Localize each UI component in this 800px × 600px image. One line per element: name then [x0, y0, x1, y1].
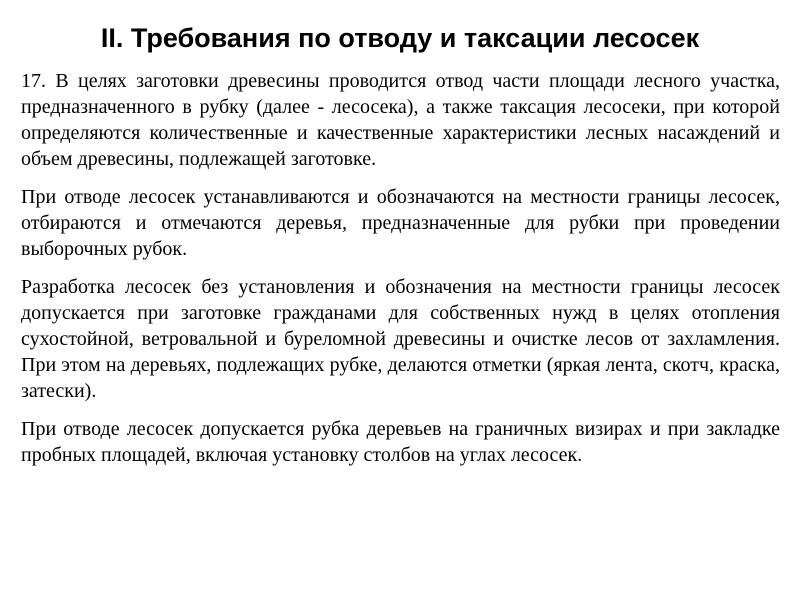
paragraph-4: При отводе лесосек допускается рубка деревьев на граничных визирах и при закладке пробных площадей, включая установку столбов на углах лесосек.: [21, 418, 780, 466]
paragraph-1: 17. В целях заготовки древесины проводится отвод части площади лесного участка, предназначенного в рубку (далее - лесосека), а также таксация лесосеки, при которой определяются количественные и качественные характеристики лесных насаждений и объем древесины, подлежащей заготовке.: [21, 70, 780, 170]
slide-title: II. Требования по отводу и таксации лесосек: [100, 23, 700, 53]
paragraph-3: Разработка лесосек без установления и обозначения на местности границы лесосек допускается при заготовке гражданами для собственных нужд в целях отопления сухостойной, ветровальной и буреломной древесины и очистке лесов от захламления. При этом на деревьях, подлежащих рубке, делаются отметки (яркая лента, скотч, краска, затески).: [21, 276, 780, 402]
paragraph-2: При отводе лесосек устанавливаются и обозначаются на местности границы лесосек, отбираются и отмечаются деревья, предназначенные для рубки при проведении выборочных рубок.: [21, 186, 780, 260]
slide-body: [21, 68, 780, 480]
